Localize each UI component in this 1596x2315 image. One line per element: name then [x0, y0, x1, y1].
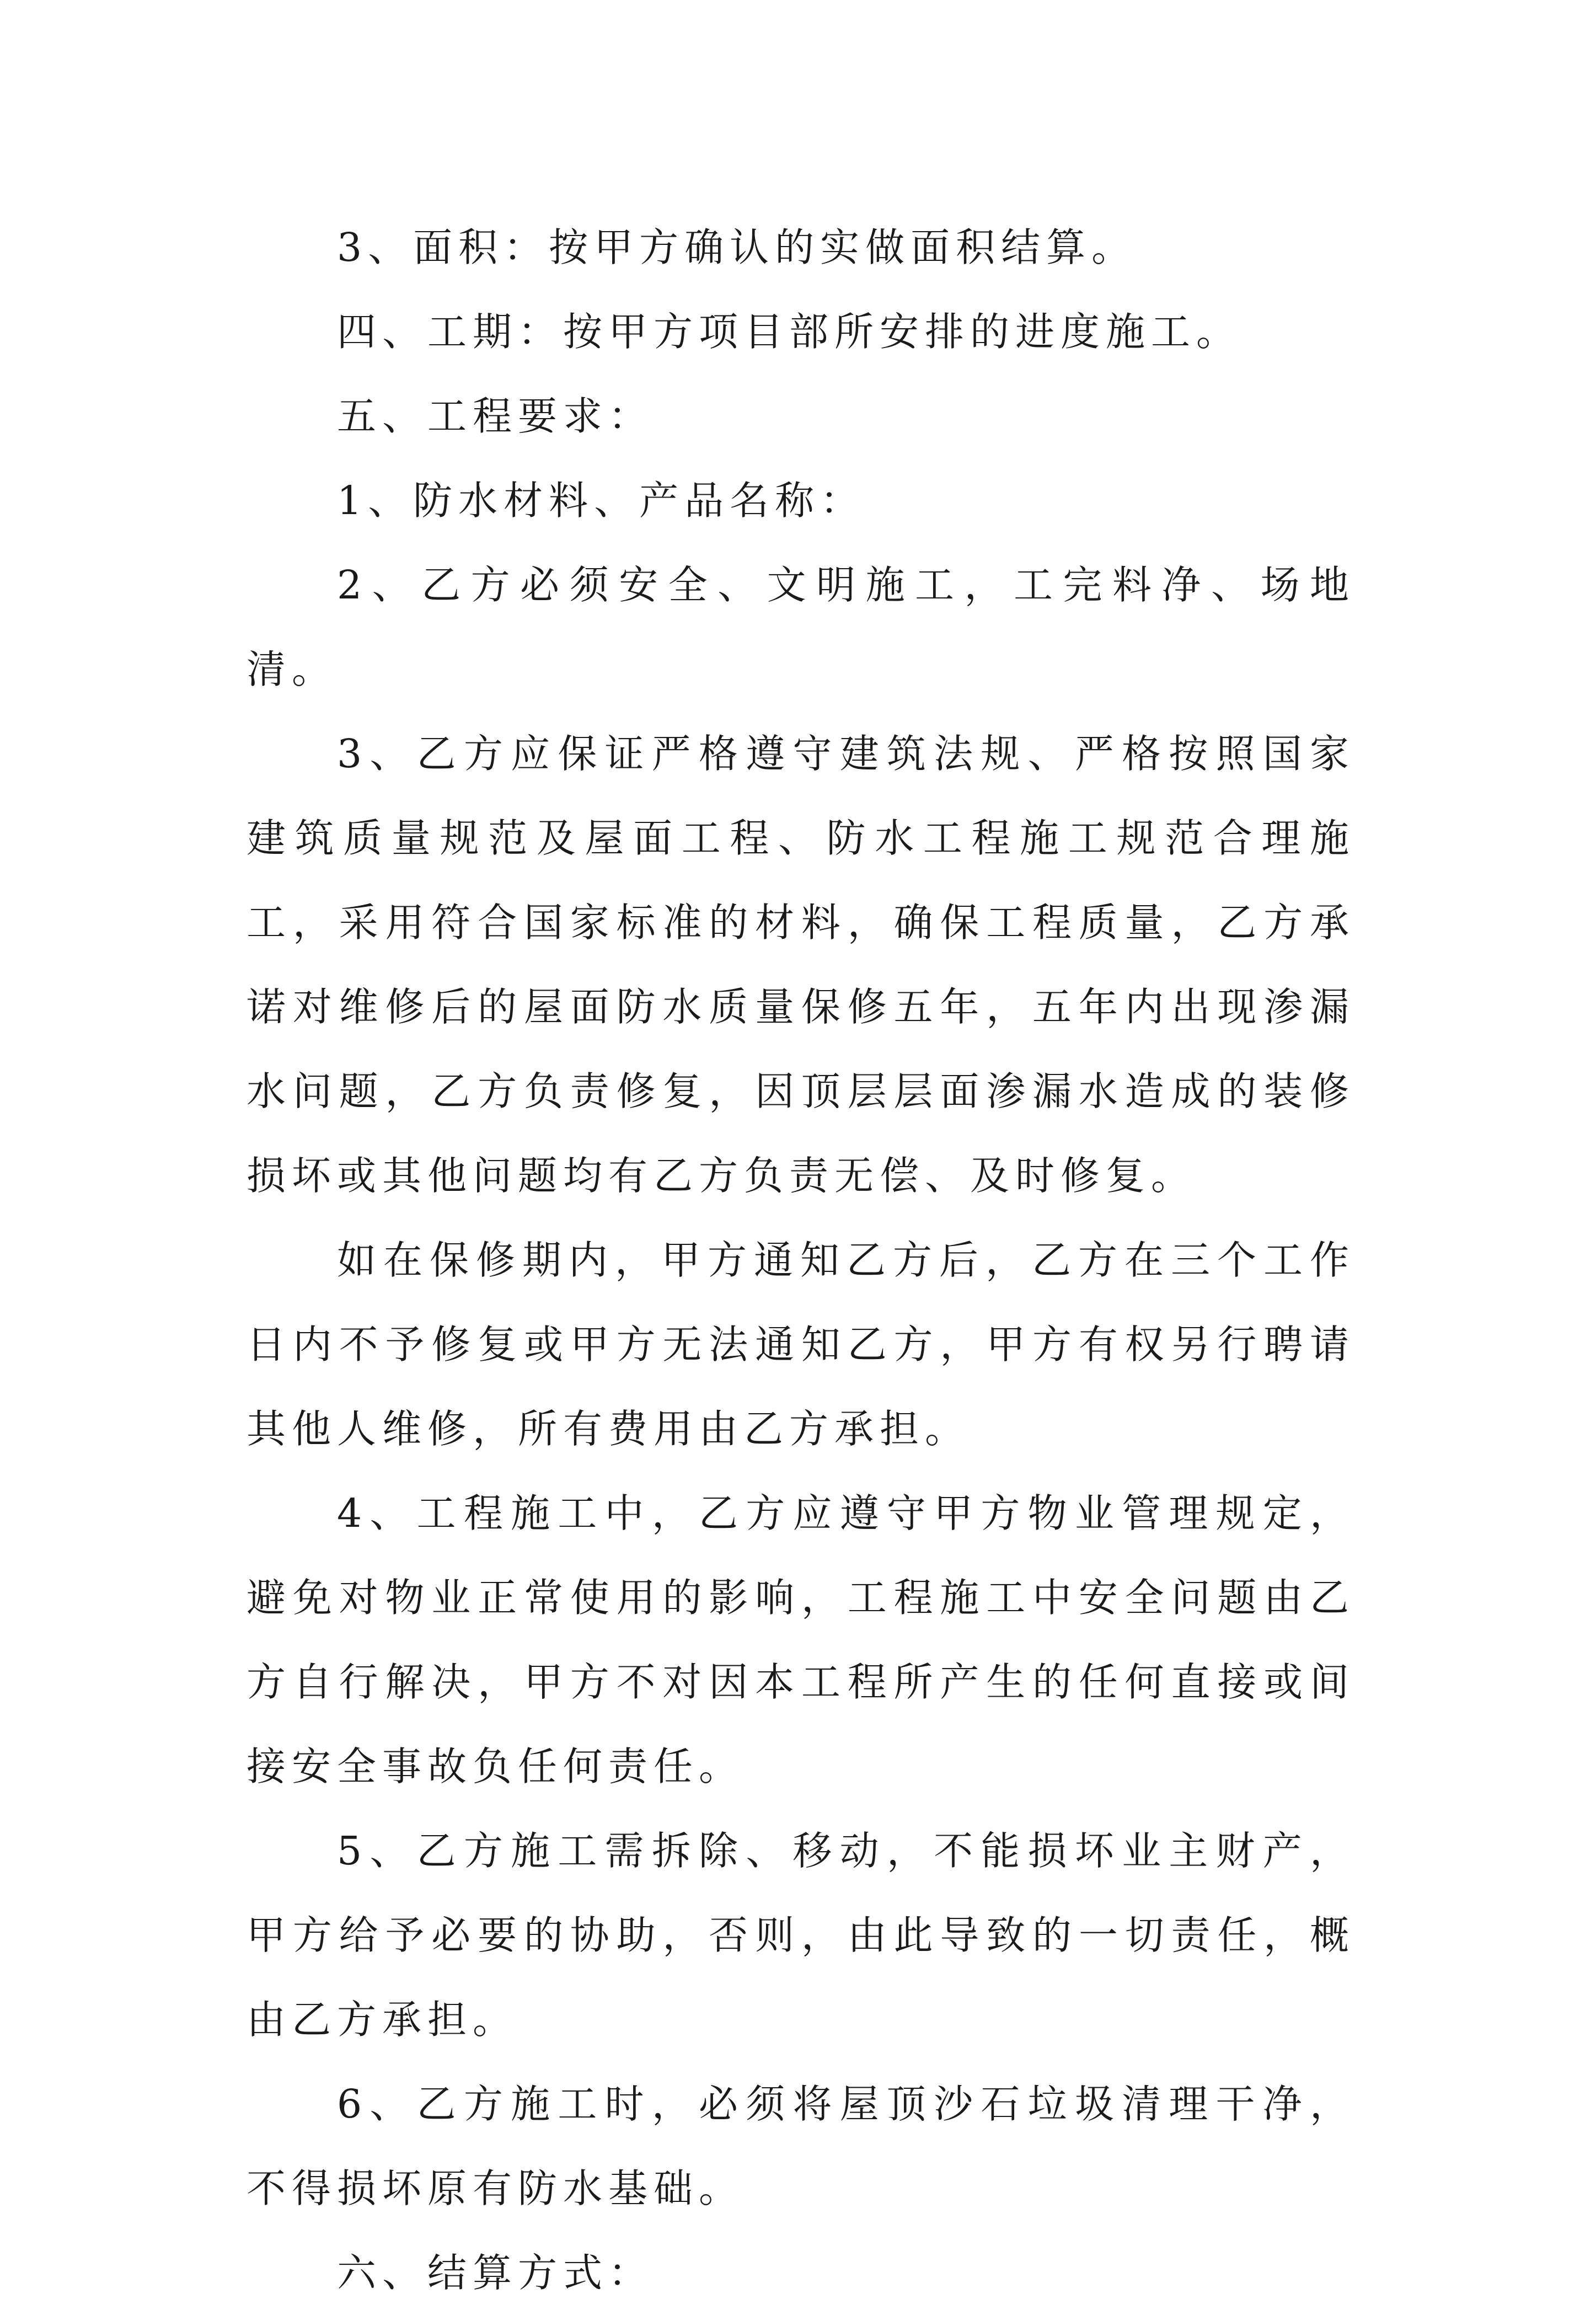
paragraph-schedule: 四、工期：按甲方项目部所安排的进度施工。 — [337, 309, 1242, 355]
paragraph-warranty-notice: 如在保修期内，甲方通知乙方后，乙方在三个工作日内不予修复或甲方无法通知乙方，甲方有权另行聘请其他人维修，所有费用由乙方承担。 — [247, 1237, 1355, 1452]
paragraph-cleanup: 6、乙方施工时，必须将屋顶沙石垃圾清理干净，不得损坏原有防水基础。 — [247, 2081, 1355, 2211]
paragraph-safety: 2、乙方必须安全、文明施工，工完料净、场地清。 — [247, 562, 1355, 692]
paragraph-materials: 1、防水材料、产品名称： — [337, 478, 866, 523]
paragraph-area-settlement: 3、面积：按甲方确认的实做面积结算。 — [337, 224, 1137, 270]
paragraph-payment-heading: 六、结算方式： — [337, 2250, 654, 2296]
paragraph-demolition: 5、乙方施工需拆除、移动，不能损坏业主财产，甲方给予必要的协助，否则，由此导致的一切责任，概由乙方承担。 — [247, 1828, 1355, 2043]
document-body — [247, 205, 1355, 2315]
paragraph-requirements-heading: 五、工程要求： — [337, 393, 654, 439]
paragraph-quality-warranty: 3、乙方应保证严格遵守建筑法规、严格按照国家建筑质量规范及屋面工程、防水工程施工规范合理施工，采用符合国家标准的材料，确保工程质量，乙方承诺对维修后的屋面防水质量保修五年，五年内出现渗漏水问题，乙方负责修复，因顶层层面渗漏水造成的装修损坏或其他问题均有乙方负责无偿、及时修复。 — [247, 731, 1355, 1199]
paragraph-property-rules: 4、工程施工中，乙方应遵守甲方物业管理规定，避免对物业正常使用的影响，工程施工中安全问题由乙方自行解决，甲方不对因本工程所产生的任何直接或间接安全事故负任何责任。 — [247, 1490, 1355, 1789]
